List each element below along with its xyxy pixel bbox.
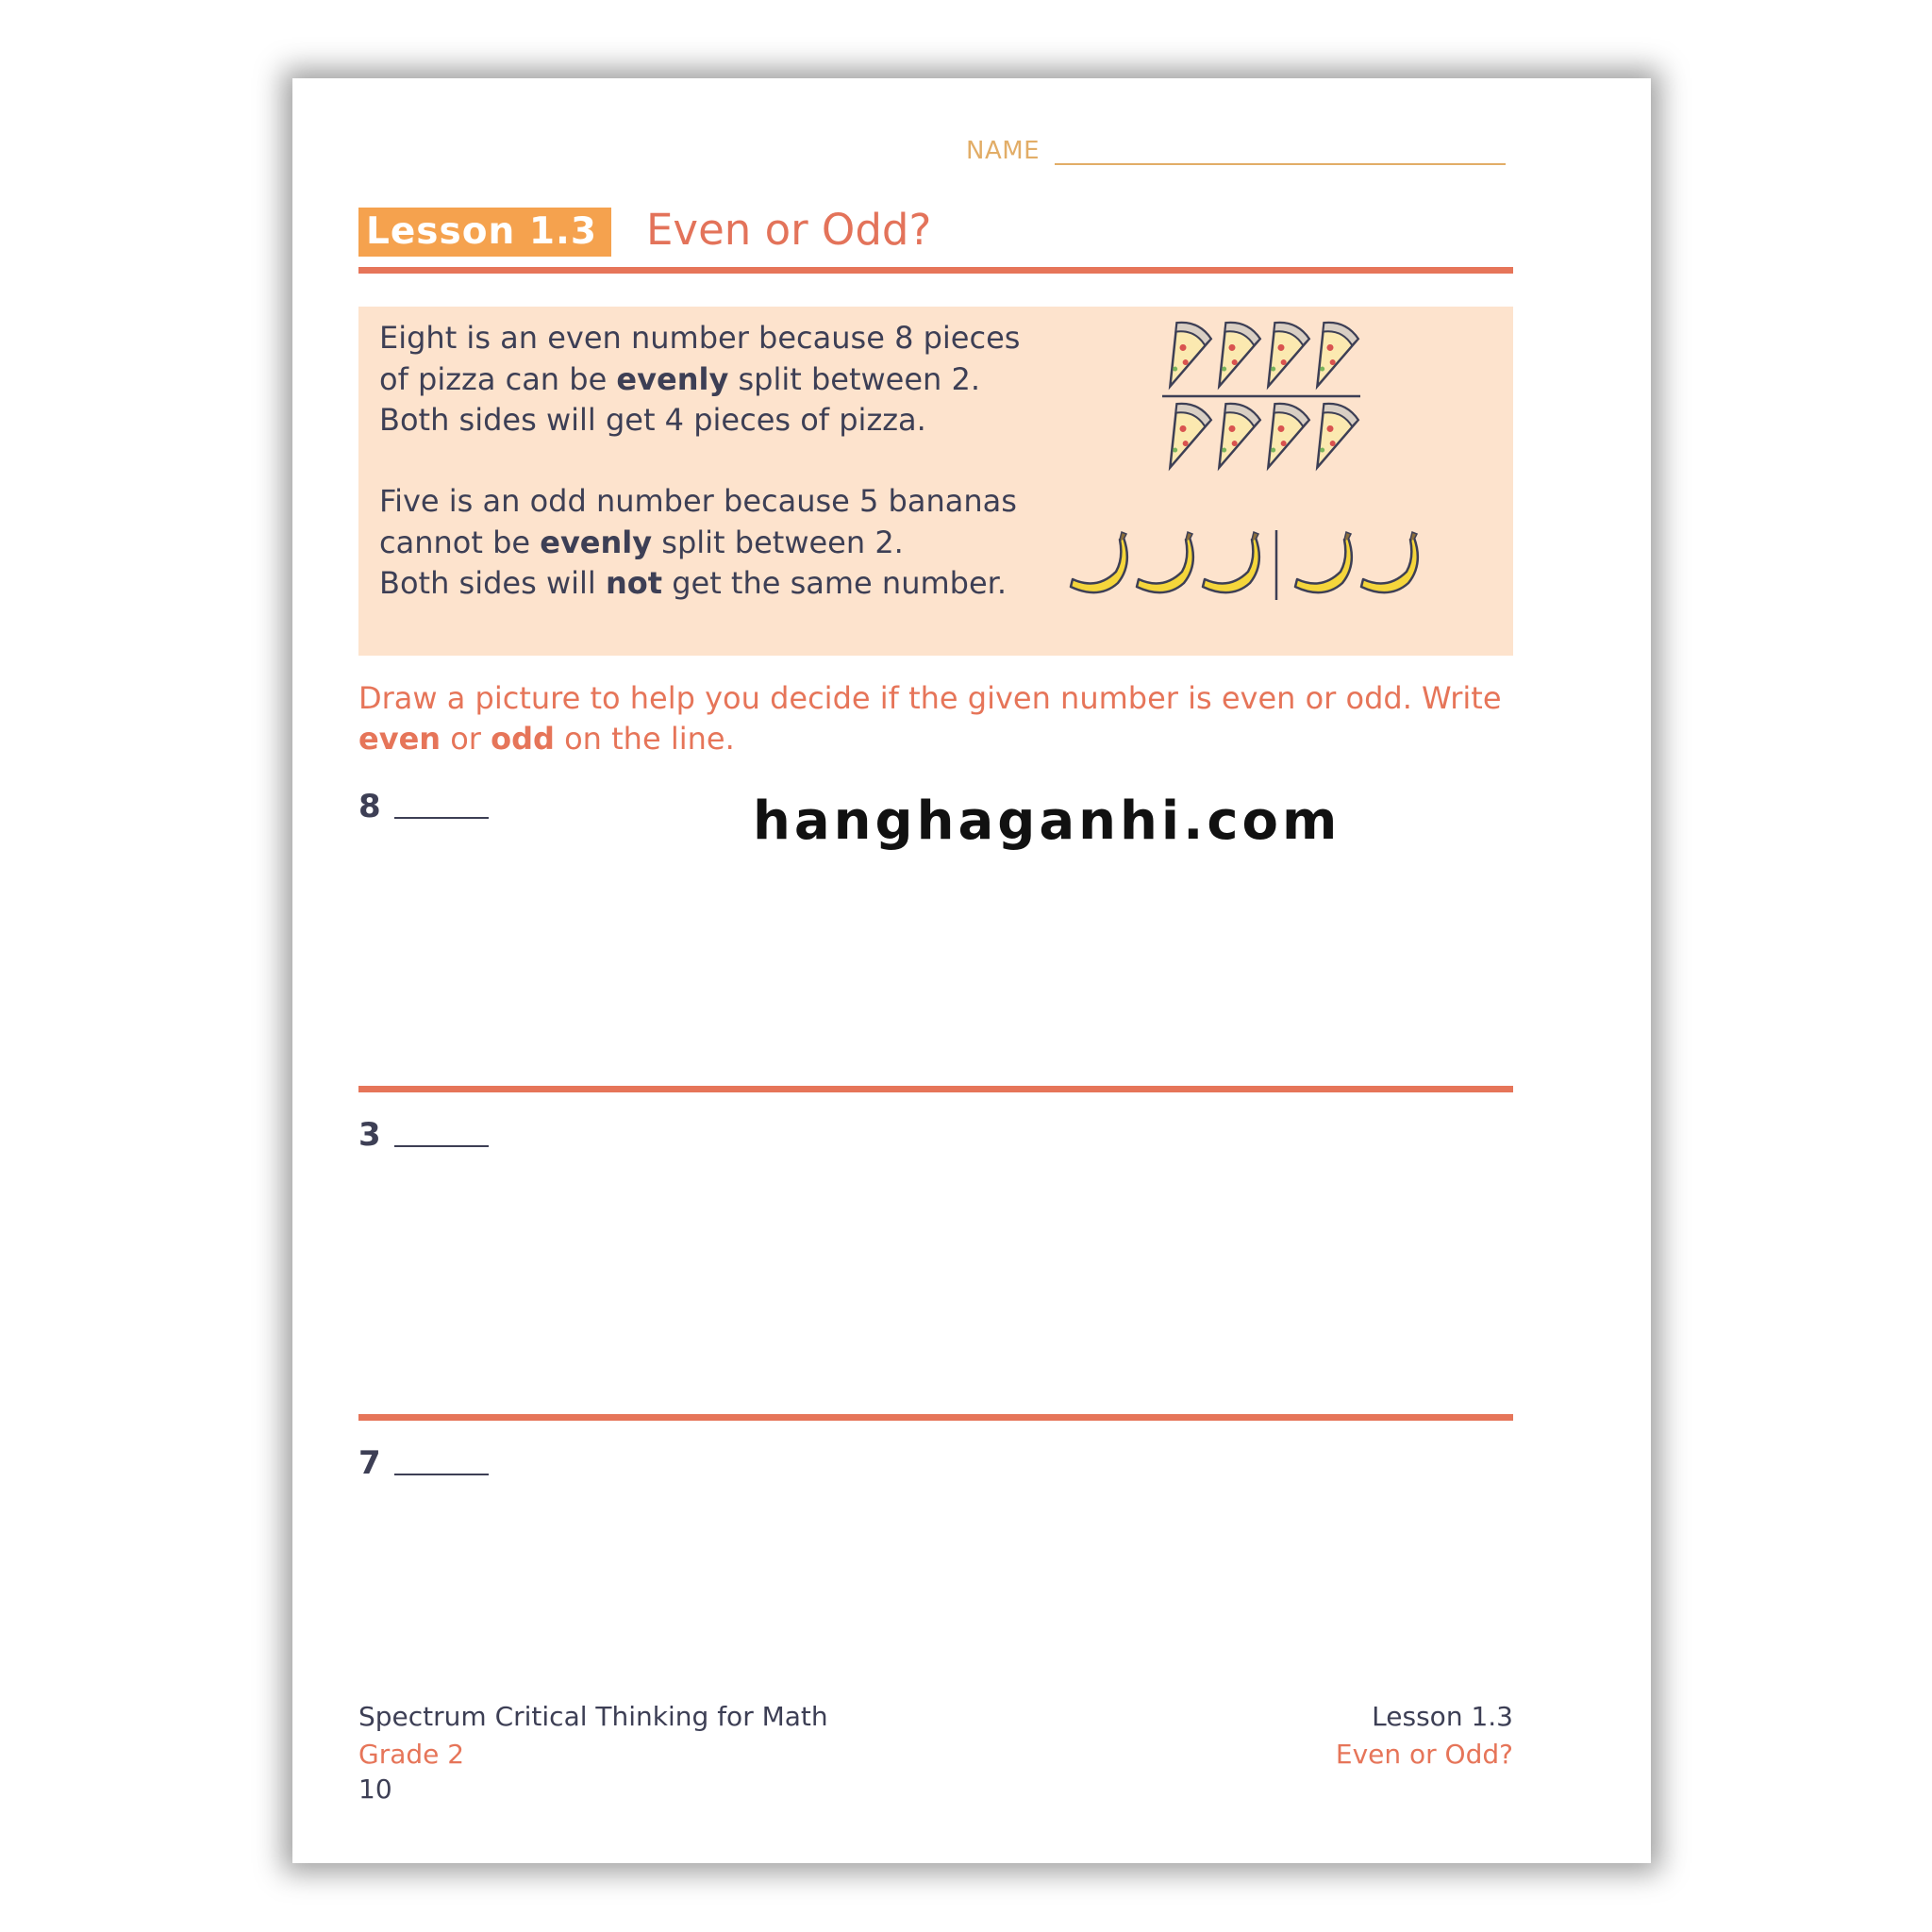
- problem-3: [358, 1116, 489, 1154]
- pizza-slice-icon: [1200, 318, 1262, 393]
- footer-lesson-title: Even or Odd?: [1335, 1739, 1513, 1770]
- banana-icon: [1071, 532, 1127, 592]
- banana-icon: [1361, 532, 1418, 592]
- book-title: Spectrum Critical Thinking for Math: [358, 1701, 828, 1732]
- answer-blank[interactable]: [394, 1474, 489, 1475]
- even-line-3: Both sides will get 4 pieces of pizza.: [379, 402, 926, 438]
- footer-right: [1336, 1698, 1513, 1774]
- watermark: hanghaganhi.com: [753, 791, 1341, 852]
- pizza-slice-icon: [1151, 399, 1213, 475]
- page-number: 10: [358, 1774, 392, 1805]
- section-divider: [358, 1086, 1513, 1092]
- banana-icon: [1203, 532, 1259, 592]
- even-line-2: of pizza can be evenly split between 2.: [379, 360, 981, 397]
- problem-number: 7: [358, 1444, 381, 1482]
- footer-lesson: Lesson 1.3: [1372, 1701, 1513, 1732]
- example-box: [358, 307, 1513, 656]
- pizza-slice-icon: [1200, 399, 1262, 475]
- problem-8: [358, 788, 489, 825]
- lesson-badge: Lesson 1.3: [358, 208, 611, 257]
- pizza-illustration: [1160, 325, 1368, 476]
- worksheet-page: [292, 78, 1651, 1863]
- footer-left: [358, 1698, 828, 1774]
- name-field-line[interactable]: [1055, 163, 1506, 165]
- pizza-slice-icon: [1249, 399, 1311, 475]
- pizza-slice-icon: [1249, 318, 1311, 393]
- title-divider: [358, 267, 1513, 274]
- banana-icon: [1137, 532, 1193, 592]
- odd-line-1: Five is an odd number because 5 bananas: [379, 483, 1017, 519]
- grade-label: Grade 2: [358, 1739, 465, 1770]
- pizza-slice-icon: [1298, 318, 1360, 393]
- pizza-slice-icon: [1298, 399, 1360, 475]
- instructions: Draw a picture to help you decide if the given number is even or odd. Write even or odd on the line.: [358, 680, 1502, 757]
- odd-line-2: cannot be evenly split between 2.: [379, 524, 904, 560]
- problem-number: 8: [358, 788, 381, 825]
- lesson-title: Even or Odd?: [646, 205, 932, 255]
- answer-blank[interactable]: [394, 1145, 489, 1147]
- odd-explanation: [379, 481, 1017, 605]
- even-explanation: [379, 318, 1020, 441]
- problem-number: 3: [358, 1116, 381, 1154]
- odd-line-3: Both sides will not get the same number.: [379, 565, 1008, 601]
- banana-icon: [1295, 532, 1352, 592]
- answer-blank[interactable]: [394, 817, 489, 819]
- even-line-1: Eight is an even number because 8 pieces: [379, 320, 1021, 356]
- problem-7: [358, 1444, 489, 1482]
- pizza-slice-icon: [1151, 318, 1213, 393]
- name-label: NAME: [966, 137, 1041, 165]
- banana-illustration: [1069, 528, 1427, 604]
- section-divider: [358, 1414, 1513, 1421]
